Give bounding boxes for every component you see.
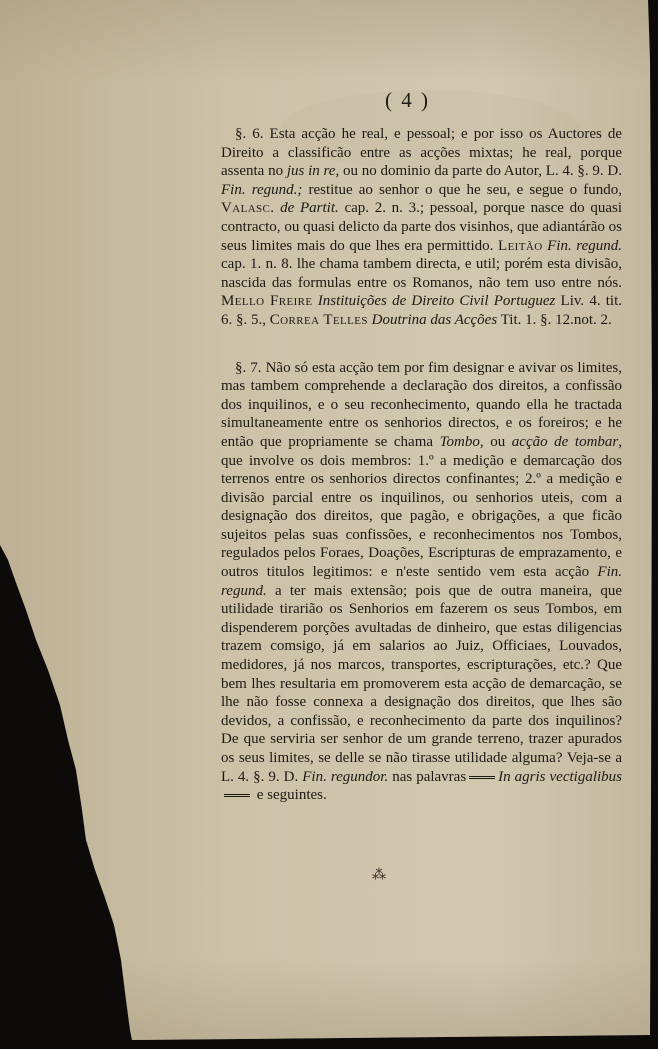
paragraph-section-6 <box>221 125 622 330</box>
italic-run: de Partit. <box>280 200 339 217</box>
italic-run: Fin. regund.; <box>221 181 303 198</box>
author-name: Leitão <box>498 237 543 254</box>
italic-run: Fin. regundor. <box>302 768 389 785</box>
italic-run: Instituições de Direito Civil Portuguez <box>317 293 556 310</box>
text-run: , que involve os dois membros: 1.º a medição e demarcação dos terrenos entre os senhorios directos confinantes; 2.º a medição e divisão parcial entre os inquilinos, ou senhorios uteis, com a designação dos direitos, que pagão, e obrigações, a que ficão sujeitos pelas suas confissões, e reconhecimentos nos Tombos, regulados pelos Foraes, Doações, Escripturas de emprazamento, e outros titulos legitimos: e n'este sentido vem esta acção <box>221 433 622 581</box>
section-number: §. 7. <box>235 359 262 376</box>
text-run: restitue ao senhor o que he seu, e segue o fundo, <box>302 181 622 198</box>
footer-mark: ⁂ <box>372 868 386 883</box>
text-run: , ou <box>479 433 512 450</box>
section-number: §. 6. <box>235 126 264 142</box>
author-name: Correa Telles <box>269 311 368 328</box>
text-run: a ter mais extensão; pois que de outra maneira, que utilidade tirarião os Senhorios em fazerem os seus Tombos, em dispenderem porções avultadas de dinheiro, que estas diligencias trazem comsigo, já em salarios ao Juiz, Officiaes, Louvados, medidores, já nos marcos, transportes, escripturações, etc.? Que bem lhes resultaria em promoverem esta acção de demarcação, se lhe não fosse connexa a designação dos direitos, que lhes são devidos, a confissão, e reconhecimento da parte dos inquilinos? De que serviria ser senhor de um grande terreno, trazer apurados os seus limites, se delle se não tirasse utilidade alguma? Veja-se a L. 4. §. 9. D. <box>221 582 622 785</box>
double-rule <box>469 776 495 779</box>
text-run: cap. 1. n. 8. lhe chama tambem directa, e util; porém esta divisão, nascida das formulas entre os Romanos, não tem uso entre nós. <box>221 256 622 291</box>
italic-run: Tombo <box>439 433 480 450</box>
text-run: , ou no dominio da parte do Autor, L. 4. §. 9. D. <box>335 163 622 180</box>
author-name: Valasc. <box>221 200 275 217</box>
text-run: Tit. 1. §. 12.not. 2. <box>497 311 612 328</box>
italic-run: Fin. regund. <box>547 237 622 254</box>
italic-run: acção de tombar <box>511 433 619 450</box>
page-number: ( 4 ) <box>385 88 430 112</box>
text-run: Liv. 4. tit. 6. §. 5., <box>221 293 623 328</box>
text-run: cap. 2. n. 3.; pessoal, porque nasce do quasi contracto, ou quasi delicto da parte dos visinhos, que adiantárão os seus limites mais do que lhes era permittido. <box>221 200 622 254</box>
author-name: Mello Freire <box>221 293 313 310</box>
paragraph-section-7 <box>221 359 622 805</box>
italic-run: Doutrina das Acções <box>371 311 498 328</box>
text-run: e seguintes. <box>253 787 327 804</box>
italic-run: jus in re <box>286 163 336 180</box>
italic-run: Fin. regund. <box>221 564 622 599</box>
italic-run: In agris vectigalibus <box>498 768 622 785</box>
text-run: Não só esta acção tem por fim designar e avivar os limites, mas tambem comprehende a declaração dos direitos, a confissão dos inquilinos, e o seu reconhecimento, quando ella he tractada simultaneamente entre os senhorios directos, e os foreiros; e he então que propriamente se chama <box>221 359 623 450</box>
double-rule <box>224 794 250 797</box>
text-run: nas palavras <box>388 768 467 785</box>
text-run: Esta acção he real, e pessoal; e por isso os Auctores de Direito a classificão entre as acções mixtas; he real, porque assenta no <box>221 126 622 180</box>
document-body <box>221 125 622 805</box>
